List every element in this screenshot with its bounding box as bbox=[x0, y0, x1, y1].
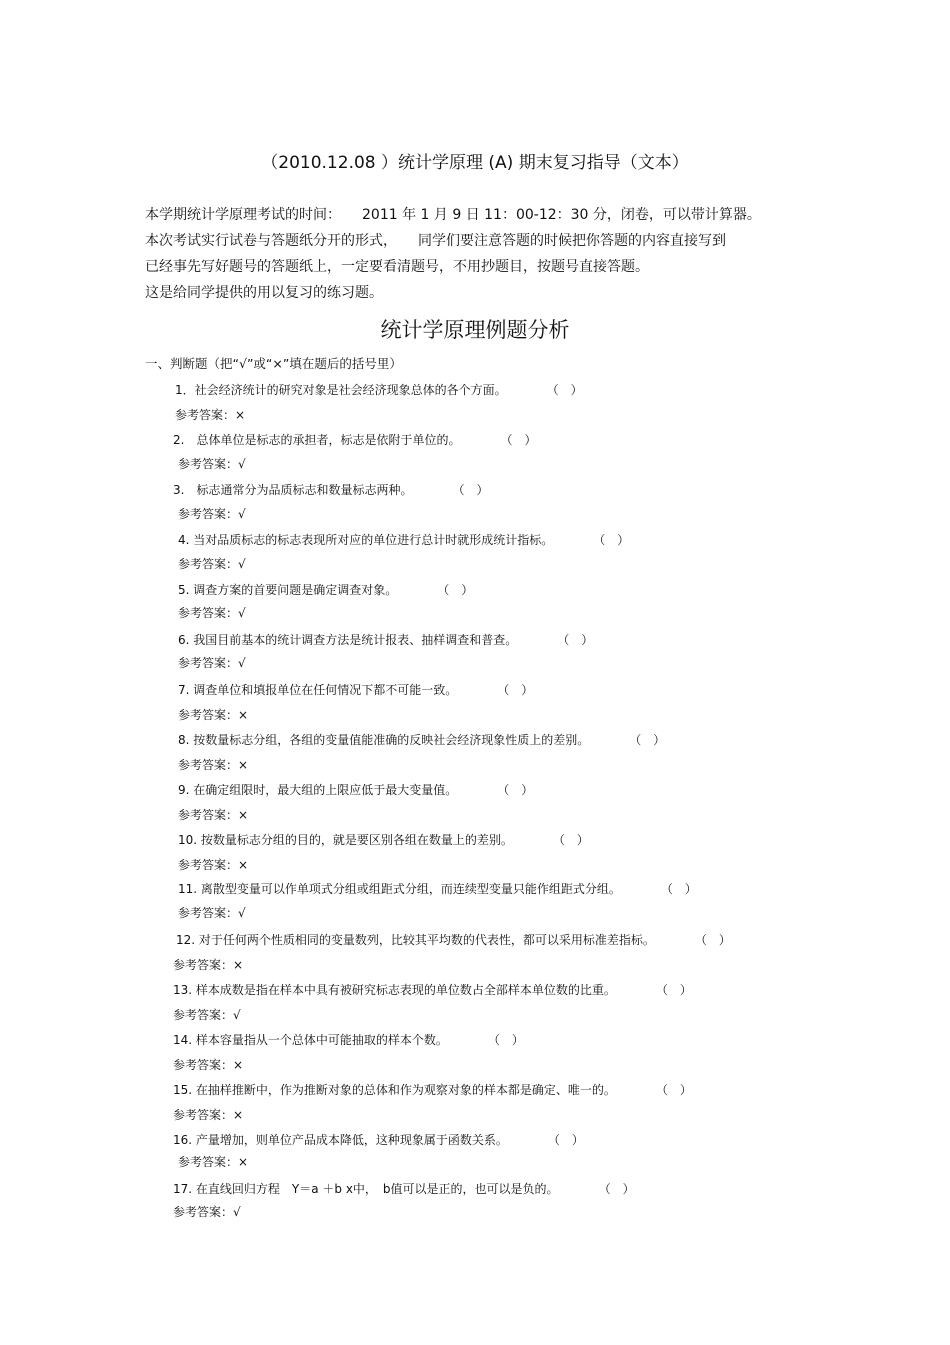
section-title: 统计学原理例题分析 bbox=[380, 318, 570, 342]
answer-6 bbox=[178, 654, 246, 671]
question-16 bbox=[173, 1131, 584, 1148]
answer-blank: （ ） bbox=[547, 1133, 584, 1147]
answer-blank: （ ） bbox=[557, 633, 594, 647]
intro-line-3: 已经事先写好题号的答题纸上，一定要看清题号，不用抄题目，按题号直接答题。 bbox=[145, 259, 649, 275]
question-3 bbox=[173, 481, 488, 498]
answer-label: 参考答案： bbox=[173, 958, 234, 972]
question-text: 15. 在抽样推断中，作为推断对象的总体和作为观察对象的样本都是确定、唯一的。 bbox=[173, 1083, 616, 1097]
answer-5 bbox=[178, 604, 246, 621]
answer-label: 参考答案： bbox=[178, 808, 239, 822]
answer-mark: √ bbox=[238, 656, 246, 670]
answer-label: 参考答案： bbox=[178, 457, 239, 471]
answer-blank: （ ） bbox=[497, 783, 534, 797]
question-text: 2. 总体单位是标志的承担者，标志是依附于单位的。 bbox=[173, 433, 461, 447]
answer-label: 参考答案： bbox=[178, 708, 239, 722]
question-14 bbox=[173, 1031, 524, 1048]
answer-14 bbox=[173, 1056, 243, 1073]
answer-mark: √ bbox=[238, 557, 246, 571]
answer-label: 参考答案： bbox=[173, 1008, 234, 1022]
answer-blank: （ ） bbox=[593, 533, 630, 547]
answer-11 bbox=[178, 904, 246, 921]
answer-label: 参考答案： bbox=[178, 606, 239, 620]
answer-blank: （ ） bbox=[660, 882, 697, 896]
question-text: 8. 按数量标志分组，各组的变量值能准确的反映社会经济现象性质上的差别。 bbox=[178, 733, 590, 747]
document-title: （2010.12.08 ）统计学原理 (A) 期末复习指导（文本） bbox=[261, 153, 689, 173]
answer-blank: （ ） bbox=[655, 983, 692, 997]
question-text: 10. 按数量标志分组的目的，就是要区别各组在数量上的差别。 bbox=[178, 833, 513, 847]
answer-mark: √ bbox=[238, 507, 246, 521]
answer-label: 参考答案： bbox=[178, 1155, 239, 1169]
answer-mark: √ bbox=[233, 1008, 241, 1022]
answer-2 bbox=[178, 455, 246, 472]
answer-7 bbox=[178, 706, 248, 723]
answer-label: 参考答案： bbox=[178, 906, 239, 920]
answer-label: 参考答案： bbox=[178, 758, 239, 772]
question-5 bbox=[178, 581, 473, 598]
answer-mark: × bbox=[238, 858, 249, 872]
answer-8 bbox=[178, 756, 248, 773]
answer-1 bbox=[175, 406, 245, 423]
answer-mark: √ bbox=[238, 606, 246, 620]
question-text: 11. 离散型变量可以作单项式分组或组距式分组，而连续型变量只能作组距式分组。 bbox=[178, 882, 621, 896]
answer-mark: × bbox=[233, 958, 244, 972]
question-10 bbox=[178, 831, 589, 848]
answer-blank: （ ） bbox=[655, 1083, 692, 1097]
answer-4 bbox=[178, 555, 246, 572]
answer-label: 参考答案： bbox=[178, 858, 239, 872]
answer-mark: √ bbox=[233, 1205, 241, 1219]
question-text: 13. 样本成数是指在样本中具有被研究标志表现的单位数占全部样本单位数的比重。 bbox=[173, 983, 616, 997]
answer-label: 参考答案： bbox=[173, 1205, 234, 1219]
answer-10 bbox=[178, 856, 248, 873]
answer-16 bbox=[178, 1153, 248, 1170]
question-15 bbox=[173, 1081, 692, 1098]
question-text: 6. 我国目前基本的统计调查方法是统计报表、抽样调查和普查。 bbox=[178, 633, 518, 647]
answer-mark: × bbox=[238, 1155, 249, 1169]
answer-label: 参考答案： bbox=[178, 557, 239, 571]
answer-label: 参考答案： bbox=[173, 1108, 234, 1122]
question-2 bbox=[173, 431, 536, 448]
answer-15 bbox=[173, 1106, 243, 1123]
answer-13 bbox=[173, 1006, 241, 1023]
question-text: 12. 对于任何两个性质相同的变量数列，比较其平均数的代表性，都可以采用标准差指标。 bbox=[176, 933, 655, 947]
answer-label: 参考答案： bbox=[173, 1058, 234, 1072]
section1-heading: 一、判断题（把“√”或“×”填在题后的括号里） bbox=[145, 356, 402, 371]
answer-blank: （ ） bbox=[487, 1033, 524, 1047]
question-text: 9. 在确定组限时，最大组的上限应低于最大变量值。 bbox=[178, 783, 458, 797]
question-6 bbox=[178, 631, 593, 648]
answer-blank: （ ） bbox=[694, 933, 731, 947]
answer-12 bbox=[173, 956, 243, 973]
answer-mark: × bbox=[233, 1058, 244, 1072]
intro-line-4: 这是给同学提供的用以复习的练习题。 bbox=[145, 285, 383, 301]
answer-mark: × bbox=[238, 808, 249, 822]
answer-3 bbox=[178, 505, 246, 522]
answer-blank: （ ） bbox=[437, 583, 474, 597]
answer-blank: （ ） bbox=[598, 1182, 635, 1196]
answer-label: 参考答案： bbox=[178, 656, 239, 670]
answer-9 bbox=[178, 806, 248, 823]
question-text: 7. 调查单位和填报单位在任何情况下都不可能一致。 bbox=[178, 683, 458, 697]
question-9 bbox=[178, 781, 533, 798]
answer-mark: × bbox=[238, 708, 249, 722]
answer-mark: × bbox=[233, 1108, 244, 1122]
question-12 bbox=[176, 931, 731, 948]
answer-mark: × bbox=[238, 758, 249, 772]
question-text: 1．社会经济统计的研究对象是社会经济现象总体的各个方面。 bbox=[175, 383, 507, 397]
answer-label: 参考答案： bbox=[175, 408, 236, 422]
question-text: 16. 产量增加，则单位产品成本降低，这种现象属于函数关系。 bbox=[173, 1133, 508, 1147]
question-text: 5. 调查方案的首要问题是确定调查对象。 bbox=[178, 583, 398, 597]
question-text: 14. 样本容量指从一个总体中可能抽取的样本个数。 bbox=[173, 1033, 448, 1047]
answer-blank: （ ） bbox=[500, 433, 537, 447]
answer-blank: （ ） bbox=[552, 833, 589, 847]
answer-blank: （ ） bbox=[497, 683, 534, 697]
question-text: 4. 当对品质标志的标志表现所对应的单位进行总计时就形成统计指标。 bbox=[178, 533, 554, 547]
question-11 bbox=[178, 880, 697, 897]
question-8 bbox=[178, 731, 665, 748]
answer-blank: （ ） bbox=[629, 733, 666, 747]
question-1 bbox=[175, 381, 583, 398]
answer-mark: √ bbox=[238, 906, 246, 920]
answer-blank: （ ） bbox=[452, 483, 489, 497]
question-4 bbox=[178, 531, 629, 548]
intro-line-1: 本学期统计学原理考试的时间： 2011 年 1 月 9 日 11：00-12：30 分，闭卷，可以带计算器。 bbox=[145, 207, 761, 223]
question-text: 17. 在直线回归方程 Y＝a ＋b x中， b值可以是正的，也可以是负的。 bbox=[173, 1182, 559, 1196]
question-13 bbox=[173, 981, 692, 998]
question-17 bbox=[173, 1180, 635, 1197]
answer-mark: √ bbox=[238, 457, 246, 471]
answer-blank: （ ） bbox=[546, 383, 583, 397]
answer-label: 参考答案： bbox=[178, 507, 239, 521]
answer-17 bbox=[173, 1203, 241, 1220]
answer-mark: × bbox=[235, 408, 246, 422]
intro-line-2: 本次考试实行试卷与答题纸分开的形式， 同学们要注意答题的时候把你答题的内容直接写到 bbox=[145, 233, 726, 249]
question-text: 3. 标志通常分为品质标志和数量标志两种。 bbox=[173, 483, 413, 497]
question-7 bbox=[178, 681, 533, 698]
